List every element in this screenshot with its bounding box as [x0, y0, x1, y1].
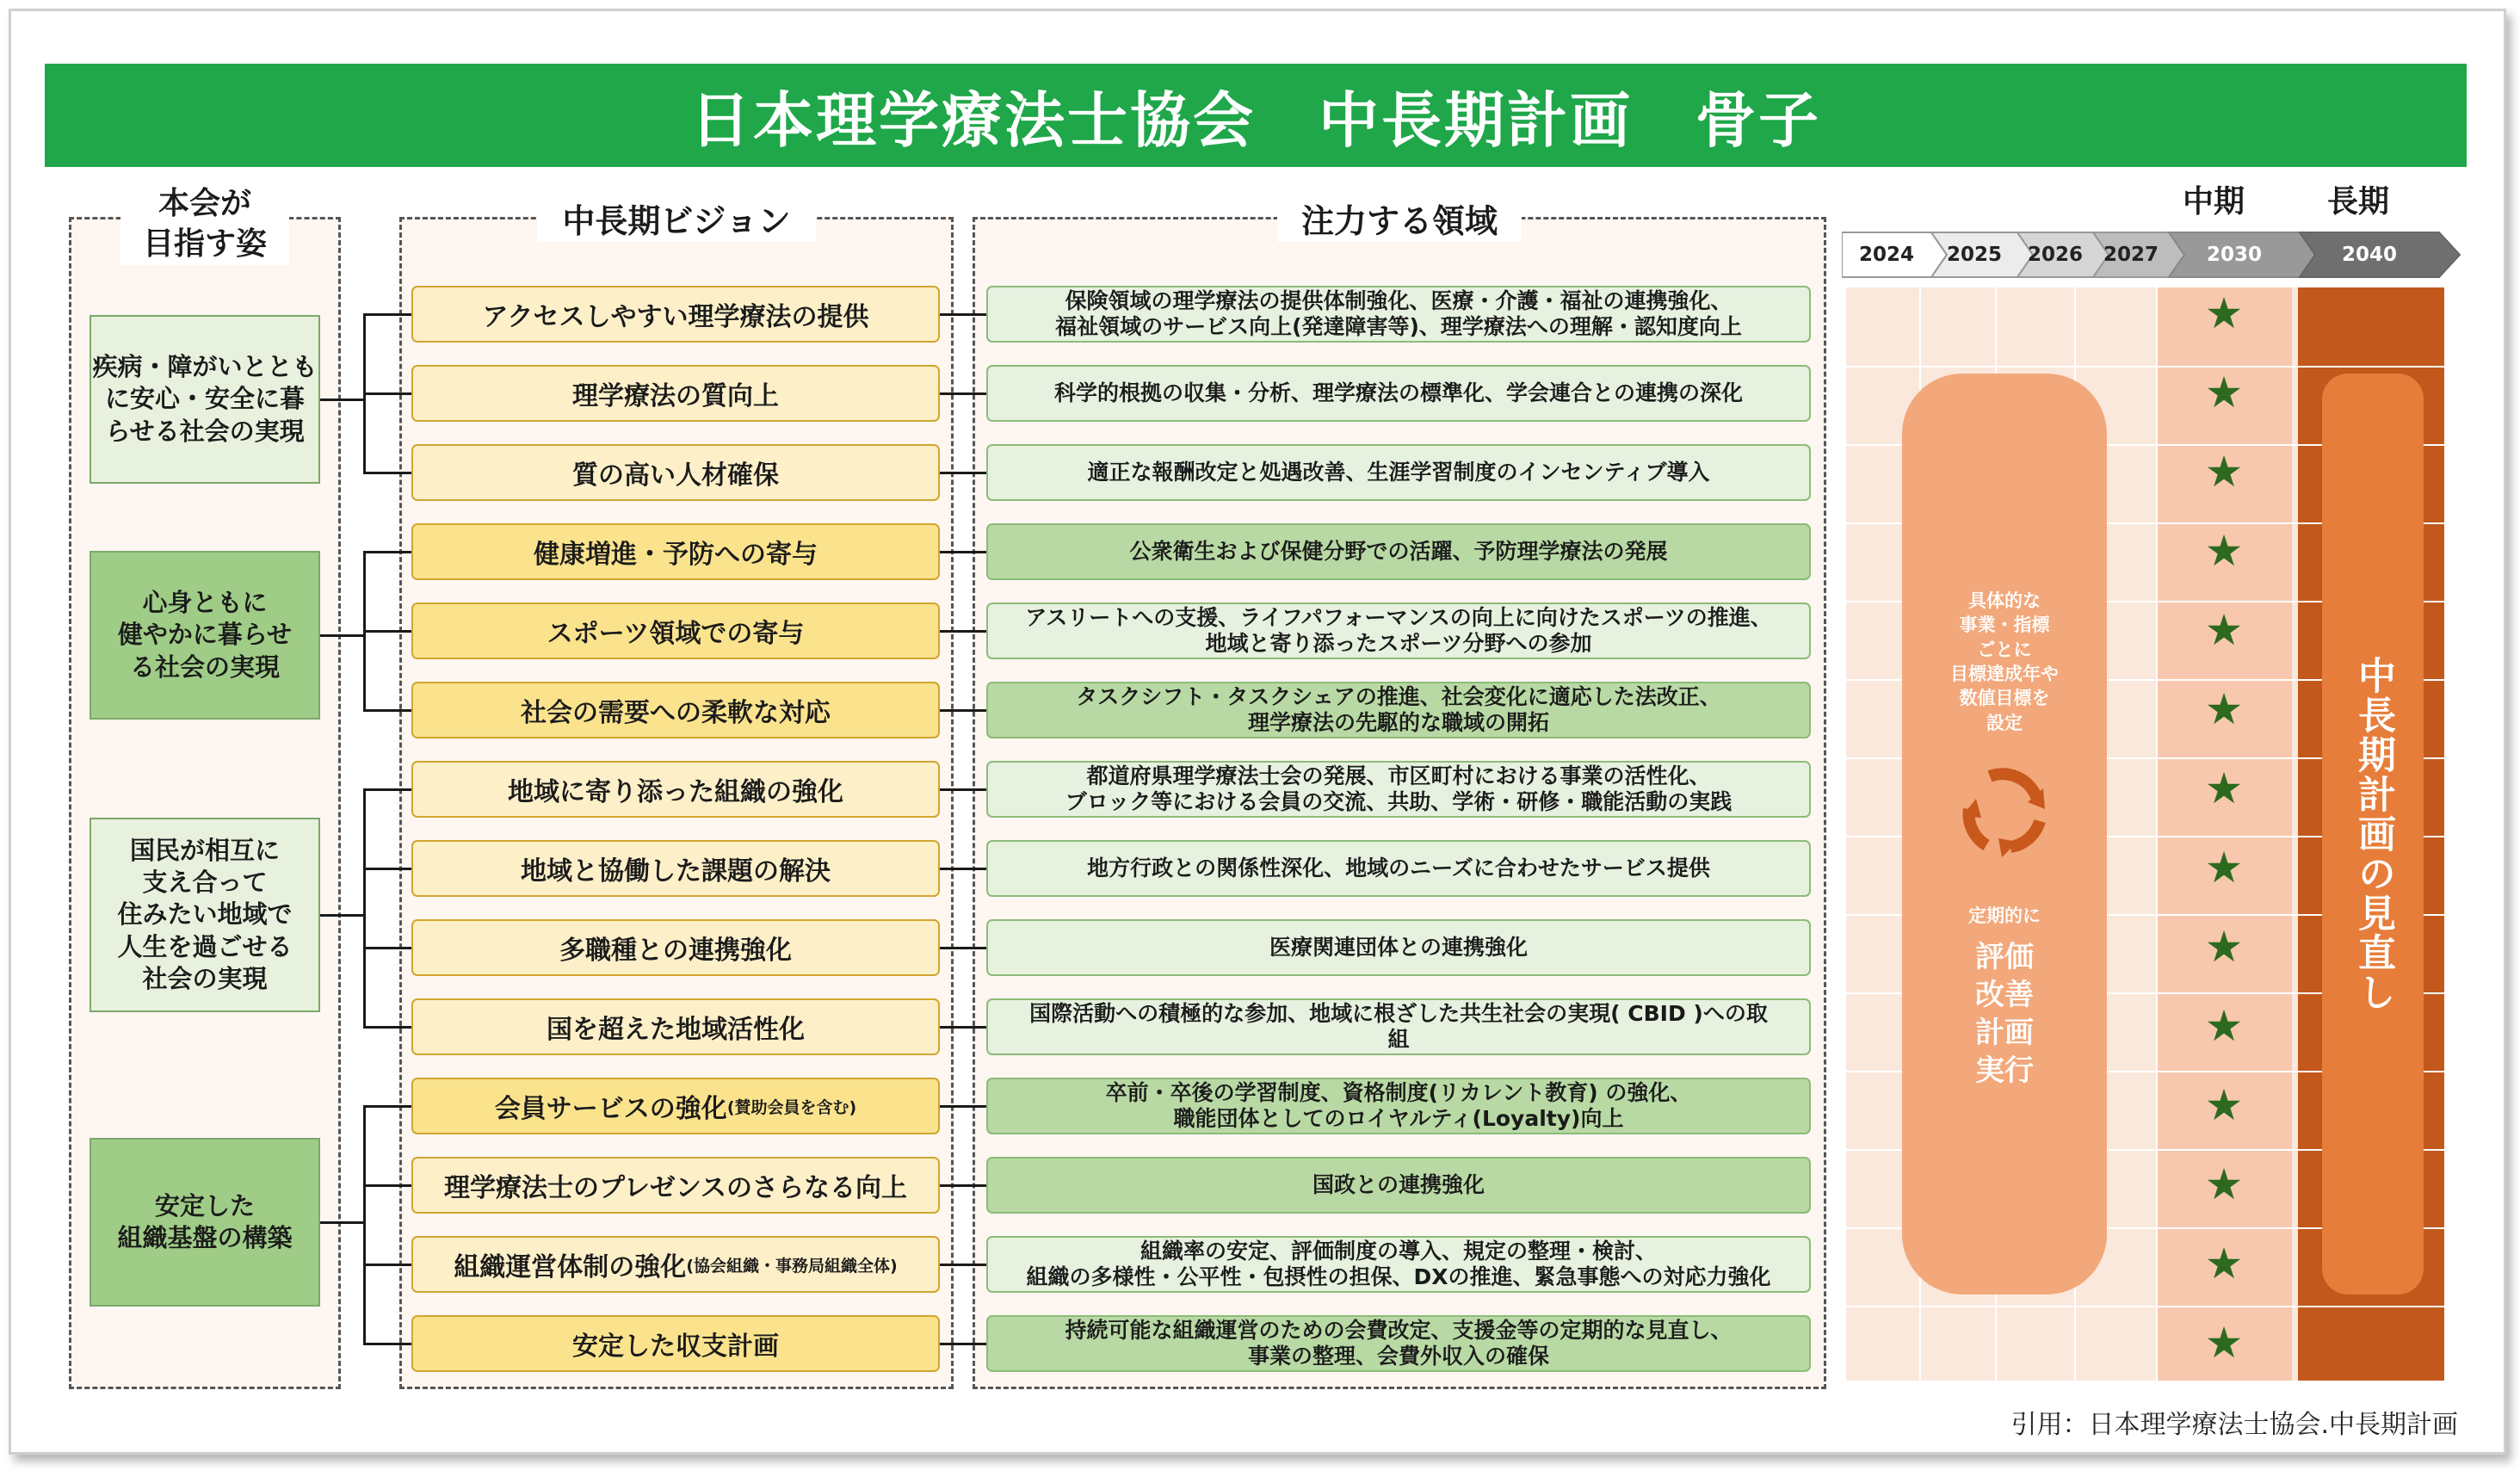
connector-line: [363, 1264, 413, 1266]
milestone-star-icon: ★: [2204, 922, 2244, 972]
focus-area-text: 国政との連携強化: [1312, 1171, 1485, 1197]
milestone-star-icon: ★: [2204, 684, 2244, 734]
year-label: 2040: [2341, 244, 2397, 266]
focus-area-text: 事業の整理、会費外収入の確保: [1247, 1344, 1549, 1369]
milestone-star-icon: ★: [2204, 1001, 2244, 1051]
cycle-description-line: 設定: [1986, 712, 2023, 733]
goal-text: 疾病・障がいととも に安心・安全に暮 らせる社会の実現: [92, 352, 318, 446]
timeline-gridline: [2156, 287, 2158, 1381]
focus-area-text: 科学的根拠の収集・分析、理学療法の標準化、学会連合との連携の深化: [1053, 380, 1743, 405]
focus-area-item: [986, 682, 1811, 738]
connector-line: [940, 788, 988, 791]
focus-area-item: [986, 998, 1811, 1055]
connector-line: [363, 551, 413, 553]
connector-line: [940, 1343, 988, 1345]
goals-header: 本会が 目指す姿: [120, 184, 289, 265]
cycle-description-line: 数値目標を: [1959, 688, 2050, 709]
vision-label: スポーツ領域での寄与: [547, 619, 805, 649]
connector-line: [940, 630, 988, 633]
connector-line: [363, 472, 413, 474]
connector-line: [363, 313, 413, 316]
focus-area-text: 地方行政との関係性深化、地域のニーズに合わせたサービス提供: [1087, 855, 1710, 881]
focus-area-text: 都道府県理学療法士会の発展、市区町村における事業の活性化、: [1086, 763, 1711, 788]
vision-label: 質の高い人材確保: [572, 460, 779, 491]
citation: 引用：日本理学療法士協会.中長期計画: [2010, 1410, 2458, 1440]
connector-line: [940, 1264, 988, 1266]
milestone-star-icon: ★: [2204, 843, 2244, 893]
focus-area-text: 持続可能な組織運営のための会費改定、支援金等の定期的な見直し、: [1065, 1317, 1732, 1343]
vision-sublabel: (協会組織・事務局組織全体): [686, 1256, 898, 1276]
milestone-star-icon: ★: [2204, 763, 2244, 813]
milestone-star-icon: ★: [2204, 447, 2244, 497]
vision-item: [411, 1236, 940, 1293]
cycle-description: [1902, 589, 2107, 735]
cycle-description-line: 目標達成年や: [1950, 664, 2059, 685]
cycle-word: 改善: [1975, 978, 2034, 1012]
vision-label: 地域に寄り添った組織の強化: [508, 777, 843, 807]
vision-item: [411, 998, 940, 1055]
focus-area-text: 国際活動への積極的な参加、地域に根ざした共生社会の実現( CBID )への取: [1029, 1000, 1768, 1026]
focus-area-item: [986, 761, 1811, 818]
connector-line: [940, 947, 988, 949]
cycle-word: 計画: [1975, 1016, 2034, 1050]
vision-item: [411, 682, 940, 738]
focus-area-text: 職能団体としてのロイヤルティ(Loyalty)向上: [1173, 1106, 1624, 1131]
cycle-periodic-label: 定期的に: [1968, 905, 2041, 926]
cycle-word: 実行: [1975, 1054, 2034, 1088]
connector-line: [363, 788, 413, 791]
focus-area-item: [986, 1315, 1811, 1372]
connector-line: [363, 630, 413, 633]
plan-review-pill: [2322, 374, 2424, 1295]
connector-line: [363, 1105, 413, 1108]
vision-label: 会員サービスの強化: [494, 1094, 727, 1124]
cycle-arrows-icon: [1957, 764, 2052, 859]
focus-area-text: 理学療法の先駆的な職域の開拓: [1247, 710, 1549, 735]
milestone-star-icon: ★: [2204, 1318, 2244, 1368]
year-label: 2024: [1858, 244, 1914, 266]
focus-area-text: 医療関連団体との連携強化: [1269, 934, 1528, 960]
goal-text: 安定した 組織基盤の構築: [117, 1190, 293, 1252]
connector-line: [940, 1105, 988, 1108]
milestone-star-icon: ★: [2204, 1080, 2244, 1130]
vision-item: [411, 1315, 940, 1372]
focus-area-item: [986, 1236, 1811, 1293]
vision-item: [411, 444, 940, 501]
vision-sublabel: (賛助会員を含む): [726, 1097, 857, 1117]
cycle-word: 評価: [1975, 940, 2034, 974]
vision-label: 国を超えた地域活性化: [547, 1015, 805, 1045]
phase-mid-label: 中期: [2183, 184, 2245, 219]
timeline-gridline: [1846, 366, 2444, 368]
goal-box: [90, 818, 320, 1012]
focus-area-text: 保険領域の理学療法の提供体制強化、医療・介護・福祉の連携強化、: [1065, 287, 1732, 313]
connector-line: [940, 392, 988, 395]
connector-line: [363, 1184, 413, 1187]
connector-line: [940, 313, 988, 316]
connector-line: [363, 392, 413, 395]
focus-area-item: [986, 1078, 1811, 1134]
connector-line: [940, 551, 988, 553]
vision-item: [411, 840, 940, 897]
focus-area-text: ブロック等における会員の交流、共助、学術・研修・職能活動の実践: [1065, 789, 1732, 814]
connector-line: [363, 868, 413, 870]
connector-line: [940, 868, 988, 870]
vision-label: 理学療法士のプレゼンスのさらなる向上: [444, 1173, 907, 1203]
connector-line: [320, 1221, 365, 1224]
vision-item: [411, 761, 940, 818]
vision-item: [411, 1157, 940, 1214]
year-label: 2027: [2103, 244, 2159, 266]
cycle-description-line: 具体的な: [1968, 590, 2041, 611]
cycle-description-line: ごとに: [1977, 639, 2032, 660]
vision-item: [411, 919, 940, 976]
vision-label: 地域と協働した課題の解決: [521, 856, 831, 887]
connector-line: [363, 1105, 366, 1345]
focus-area-text: 組: [1387, 1027, 1410, 1052]
vision-header: 中長期ビジョン: [537, 195, 816, 242]
vision-label: 社会の需要への柔軟な対応: [521, 698, 831, 728]
connector-line: [320, 914, 365, 917]
focus-area-text: 卒前・卒後の学習制度、資格制度(リカレント教育) の強化、: [1105, 1079, 1692, 1105]
milestone-star-icon: ★: [2204, 368, 2244, 417]
goal-box: [90, 551, 320, 720]
connector-line: [363, 709, 413, 712]
connector-line: [320, 399, 365, 401]
milestone-star-icon: ★: [2204, 1239, 2244, 1288]
connector-line: [363, 1026, 413, 1029]
milestone-star-icon: ★: [2204, 605, 2244, 655]
goal-text: 心身ともに 健やかに暮らせ る社会の実現: [117, 588, 293, 682]
connector-line: [940, 1026, 988, 1029]
focus-area-text: 適正な報酬改定と処遇改善、生涯学習制度のインセンティブ導入: [1087, 459, 1710, 485]
vision-item: [411, 365, 940, 422]
vision-item: [411, 523, 940, 580]
connector-line: [940, 1184, 988, 1187]
connector-line: [363, 788, 366, 1029]
focus-area-item: [986, 286, 1811, 343]
vision-label: 組織運営体制の強化: [454, 1252, 687, 1282]
goal-box: [90, 315, 320, 484]
goal-box: [90, 1138, 320, 1307]
vision-label: アクセスしやすい理学療法の提供: [482, 302, 869, 332]
year-label: 2026: [2027, 244, 2083, 266]
page-title: 日本理学療法士協会 中長期計画 骨子: [45, 64, 2467, 167]
focus-area-item: [986, 602, 1811, 659]
focus-area-text: 公衆衛生および保健分野での活躍、予防理学療法の発展: [1129, 538, 1668, 564]
focus-area-text: タスクシフト・タスクシェアの推進、社会変化に適応した法改正、: [1076, 683, 1721, 709]
timeline-gridline: [1846, 1306, 2444, 1307]
phase-long-label: 長期: [2327, 184, 2390, 219]
focus-area-item: [986, 365, 1811, 422]
milestone-star-icon: ★: [2204, 1159, 2244, 1209]
focus-area-text: アスリートへの支援、ライフパフォーマンスの向上に向けたスポーツの推進、: [1025, 604, 1772, 630]
cycle-description-line: 事業・指標: [1959, 615, 2050, 636]
vision-label: 理学療法の質向上: [572, 381, 779, 411]
evaluation-cycle-pill: [1902, 374, 2107, 1295]
vision-item: [411, 602, 940, 659]
focus-area-item: [986, 523, 1811, 580]
goal-text: 国民が相互に 支え合って 住みたい地域で 人生を過ごせる 社会の実現: [117, 836, 293, 993]
vision-label: 健康増進・予防への寄与: [534, 540, 818, 570]
focus-area-item: [986, 444, 1811, 501]
focus-area-item: [986, 1157, 1811, 1214]
focus-area-item: [986, 840, 1811, 897]
focus-area-text: 福祉領域のサービス向上(発達障害等)、理学療法への理解・認知度向上: [1055, 314, 1742, 339]
connector-line: [940, 709, 988, 712]
year-label: 2025: [1946, 244, 2002, 266]
vision-label: 安定した収支計画: [572, 1332, 779, 1362]
vision-label: 多職種との連携強化: [559, 936, 792, 966]
year-label: 2030: [2206, 244, 2262, 266]
connector-line: [363, 947, 413, 949]
plan-review-text: 中長期計画の見直し: [2351, 656, 2395, 1012]
areas-header: 注力する領域: [1277, 195, 1522, 242]
focus-area-item: [986, 919, 1811, 976]
vision-item: [411, 1078, 940, 1134]
milestone-star-icon: ★: [2204, 288, 2244, 338]
vision-item: [411, 286, 940, 343]
focus-area-text: 組織率の安定、評価制度の導入、規定の整理・検討、: [1140, 1238, 1657, 1264]
focus-area-text: 地域と寄り添ったスポーツ分野への参加: [1205, 631, 1592, 656]
focus-area-text: 組織の多様性・公平性・包摂性の担保、DXの推進、緊急事態への対応力強化: [1026, 1264, 1771, 1289]
connector-line: [940, 472, 988, 474]
milestone-star-icon: ★: [2204, 526, 2244, 576]
connector-line: [363, 1343, 413, 1345]
connector-line: [320, 634, 365, 637]
